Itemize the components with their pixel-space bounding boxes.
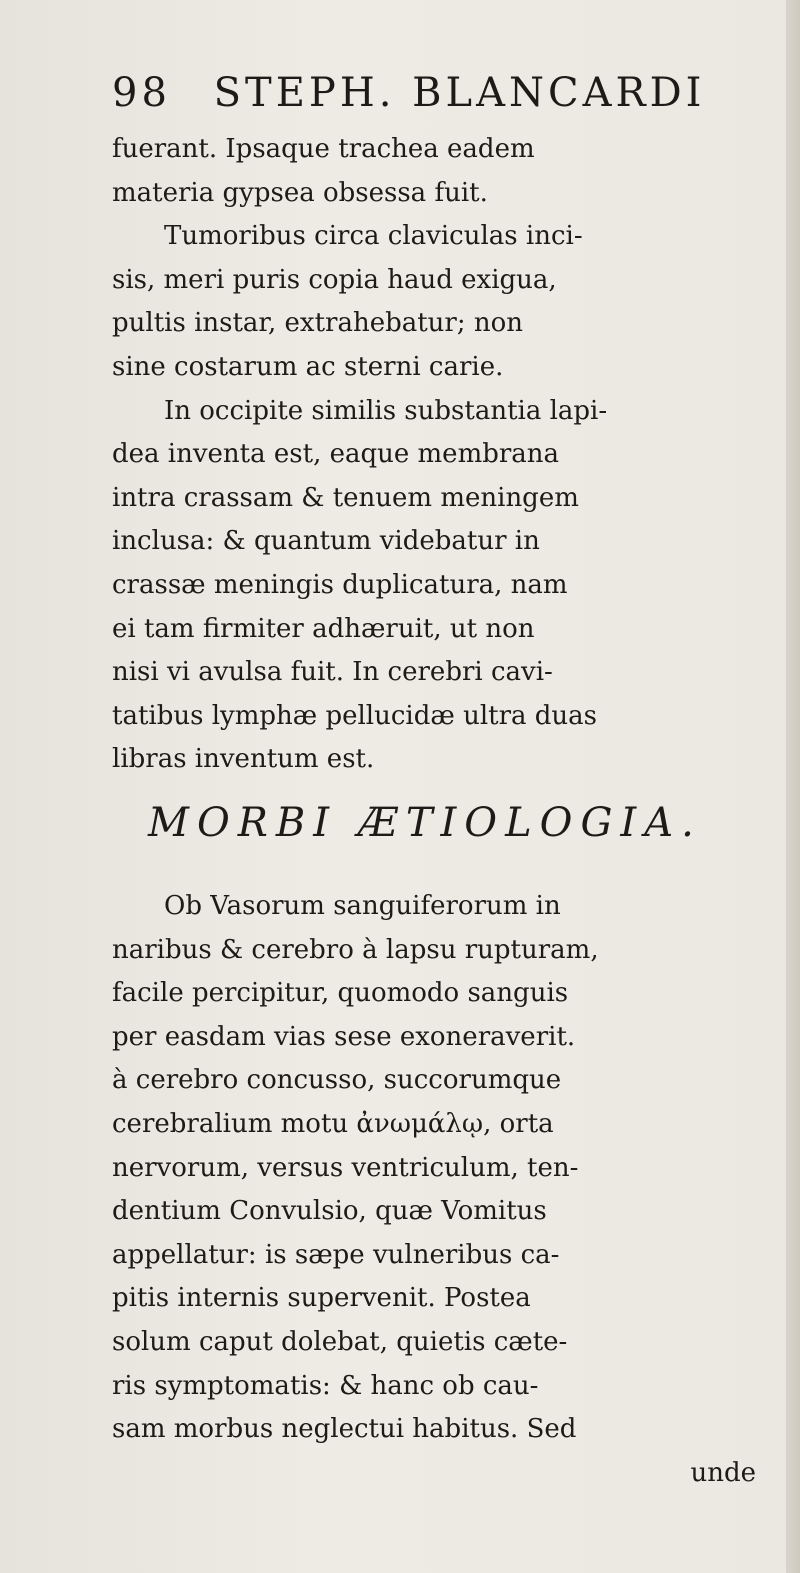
text-line: à cerebro concusso, succorumque <box>112 1065 562 1096</box>
text-line: facile percipitur, quomodo sanguis <box>112 978 569 1009</box>
text-line: ei tam firmiter adhæruit, ut non <box>112 613 535 644</box>
running-title: STEPH. BLANCARDI <box>213 70 706 116</box>
text-line: sis, meri puris copia haud exigua, <box>112 264 557 295</box>
catchword: unde <box>690 1457 756 1488</box>
paragraph-1 <box>112 128 792 782</box>
text-line: nisi vi avulsa fuit. In cerebri cavi- <box>112 657 553 688</box>
paragraph-2 <box>112 885 792 1495</box>
text-line: crassæ meningis duplicatura, nam <box>112 569 568 600</box>
text-line: appellatur: is sæpe vulneribus ca- <box>112 1239 560 1270</box>
text-line: pitis internis supervenit. Postea <box>112 1283 531 1314</box>
page-number: 98 <box>112 70 171 116</box>
text-line: solum caput dolebat, quietis cæte- <box>112 1326 568 1357</box>
text-line: nervorum, versus ventriculum, ten- <box>112 1152 579 1183</box>
text-line: materia gypsea obsessa fuit. <box>112 177 488 208</box>
text-line: Tumoribus circa claviculas inci- <box>164 221 583 252</box>
text-line: inclusa: & quantum videbatur in <box>112 526 540 557</box>
text-line: naribus & cerebro à lapsu rupturam, <box>112 934 599 965</box>
text-line: dea inventa est, eaque membrana <box>112 439 560 470</box>
text-line: sine costarum ac sterni carie. <box>112 351 504 382</box>
text-line: ris symptomatis: & hanc ob cau- <box>112 1370 539 1401</box>
text-line: dentium Convulsio, quæ Vomitus <box>112 1196 547 1227</box>
text-line: intra crassam & tenuem meningem <box>112 482 579 513</box>
text-line: fuerant. Ipsaque trachea eadem <box>112 134 535 164</box>
text-line: tatibus lymphæ pellucidæ ultra duas <box>112 700 598 731</box>
text-line: per easdam vias sese exoneraverit. <box>112 1021 576 1052</box>
text-line: pultis instar, extrahebatur; non <box>112 308 524 339</box>
text-line: cerebralium motu ἀνωμάλῳ, orta <box>112 1108 554 1139</box>
section-heading: MORBI ÆTIOLOGIA. <box>148 800 702 846</box>
text-line: sam morbus neglectui habitus. Sed <box>112 1414 577 1445</box>
text-line: libras inventum est. <box>112 744 375 775</box>
running-header <box>112 70 752 120</box>
text-line: In occipite similis substantia lapi- <box>164 395 608 426</box>
text-line: Ob Vasorum sanguiferorum in <box>164 891 561 921</box>
